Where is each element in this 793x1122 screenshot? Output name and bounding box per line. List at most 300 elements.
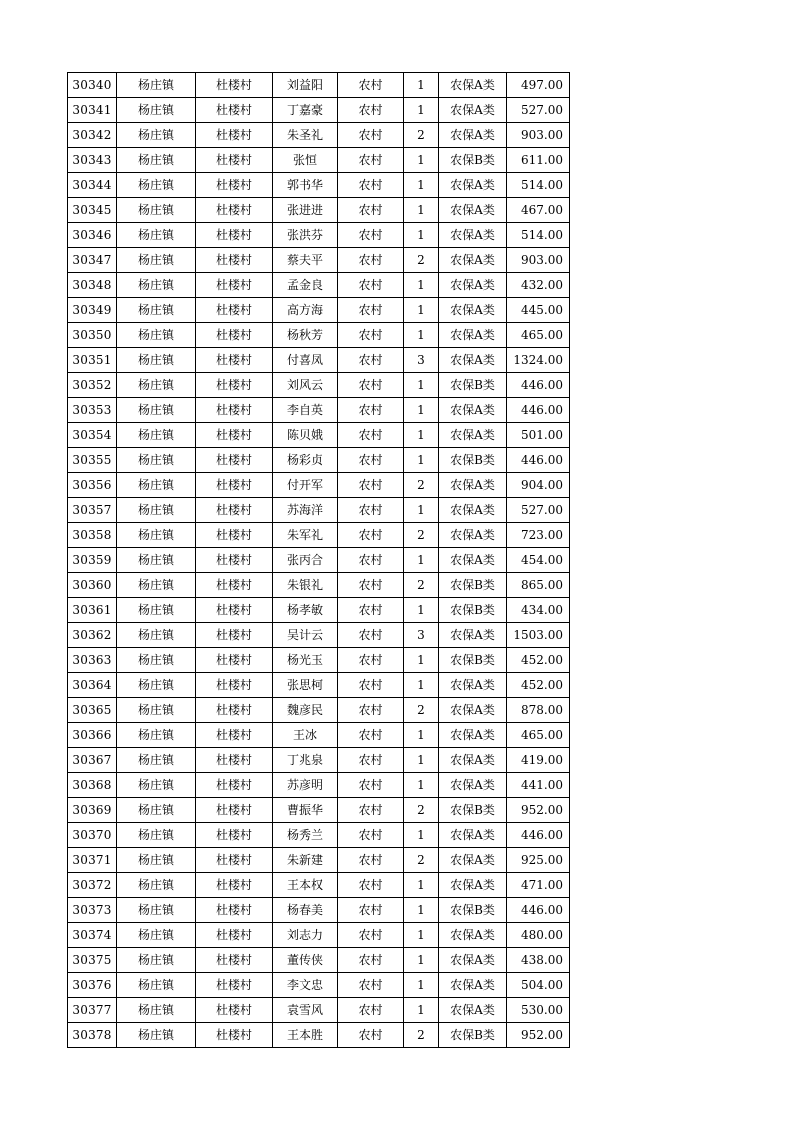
- cell-amount: 465.00: [507, 323, 570, 348]
- cell-town: 杨庄镇: [117, 348, 196, 373]
- cell-person-count: 1: [404, 373, 439, 398]
- cell-insurance-category: 农保A类: [439, 73, 507, 98]
- table-row: [68, 823, 570, 848]
- cell-name: 王冰: [273, 723, 338, 748]
- table-row: [68, 798, 570, 823]
- cell-household-type: 农村: [338, 948, 404, 973]
- cell-record-id: 30372: [68, 873, 117, 898]
- cell-household-type: 农村: [338, 373, 404, 398]
- cell-name: 张洪芬: [273, 223, 338, 248]
- cell-amount: 446.00: [507, 823, 570, 848]
- cell-amount: 1503.00: [507, 623, 570, 648]
- table-row: [68, 923, 570, 948]
- cell-insurance-category: 农保A类: [439, 173, 507, 198]
- cell-name: 孟金良: [273, 273, 338, 298]
- cell-household-type: 农村: [338, 848, 404, 873]
- cell-household-type: 农村: [338, 423, 404, 448]
- cell-record-id: 30343: [68, 148, 117, 173]
- cell-person-count: 2: [404, 848, 439, 873]
- cell-amount: 527.00: [507, 498, 570, 523]
- cell-record-id: 30340: [68, 73, 117, 98]
- cell-town: 杨庄镇: [117, 998, 196, 1023]
- cell-person-count: 1: [404, 448, 439, 473]
- cell-household-type: 农村: [338, 773, 404, 798]
- cell-person-count: 2: [404, 573, 439, 598]
- cell-record-id: 30359: [68, 548, 117, 573]
- cell-household-type: 农村: [338, 573, 404, 598]
- cell-name: 李文忠: [273, 973, 338, 998]
- cell-village: 杜楼村: [196, 98, 273, 123]
- table-row: [68, 273, 570, 298]
- cell-household-type: 农村: [338, 748, 404, 773]
- cell-town: 杨庄镇: [117, 1023, 196, 1048]
- cell-village: 杜楼村: [196, 723, 273, 748]
- cell-amount: 904.00: [507, 473, 570, 498]
- cell-amount: 497.00: [507, 73, 570, 98]
- cell-village: 杜楼村: [196, 873, 273, 898]
- cell-name: 杨秋芳: [273, 323, 338, 348]
- cell-village: 杜楼村: [196, 473, 273, 498]
- cell-household-type: 农村: [338, 673, 404, 698]
- cell-town: 杨庄镇: [117, 223, 196, 248]
- cell-person-count: 1: [404, 648, 439, 673]
- cell-household-type: 农村: [338, 798, 404, 823]
- table-row: [68, 598, 570, 623]
- table-row: [68, 423, 570, 448]
- cell-village: 杜楼村: [196, 348, 273, 373]
- table-row: [68, 73, 570, 98]
- cell-record-id: 30356: [68, 473, 117, 498]
- table-row: [68, 123, 570, 148]
- cell-town: 杨庄镇: [117, 598, 196, 623]
- table-row: [68, 748, 570, 773]
- cell-town: 杨庄镇: [117, 373, 196, 398]
- cell-record-id: 30376: [68, 973, 117, 998]
- cell-person-count: 1: [404, 548, 439, 573]
- cell-person-count: 3: [404, 348, 439, 373]
- cell-village: 杜楼村: [196, 698, 273, 723]
- cell-town: 杨庄镇: [117, 498, 196, 523]
- cell-village: 杜楼村: [196, 1023, 273, 1048]
- cell-person-count: 2: [404, 248, 439, 273]
- cell-name: 张进进: [273, 198, 338, 223]
- table-row: [68, 773, 570, 798]
- cell-household-type: 农村: [338, 173, 404, 198]
- table-row: [68, 648, 570, 673]
- cell-town: 杨庄镇: [117, 123, 196, 148]
- cell-name: 袁雪风: [273, 998, 338, 1023]
- cell-village: 杜楼村: [196, 648, 273, 673]
- cell-town: 杨庄镇: [117, 698, 196, 723]
- cell-amount: 501.00: [507, 423, 570, 448]
- cell-insurance-category: 农保A类: [439, 423, 507, 448]
- cell-person-count: 1: [404, 598, 439, 623]
- cell-name: 董传侠: [273, 948, 338, 973]
- cell-household-type: 农村: [338, 398, 404, 423]
- cell-village: 杜楼村: [196, 573, 273, 598]
- cell-town: 杨庄镇: [117, 923, 196, 948]
- cell-insurance-category: 农保B类: [439, 148, 507, 173]
- table-row: [68, 898, 570, 923]
- cell-person-count: 1: [404, 873, 439, 898]
- cell-household-type: 农村: [338, 473, 404, 498]
- cell-village: 杜楼村: [196, 198, 273, 223]
- cell-record-id: 30361: [68, 598, 117, 623]
- cell-record-id: 30371: [68, 848, 117, 873]
- cell-town: 杨庄镇: [117, 323, 196, 348]
- cell-record-id: 30365: [68, 698, 117, 723]
- cell-town: 杨庄镇: [117, 423, 196, 448]
- cell-village: 杜楼村: [196, 748, 273, 773]
- cell-amount: 446.00: [507, 398, 570, 423]
- cell-village: 杜楼村: [196, 373, 273, 398]
- cell-record-id: 30368: [68, 773, 117, 798]
- cell-village: 杜楼村: [196, 823, 273, 848]
- cell-insurance-category: 农保A类: [439, 223, 507, 248]
- cell-amount: 452.00: [507, 648, 570, 673]
- cell-household-type: 农村: [338, 73, 404, 98]
- cell-town: 杨庄镇: [117, 473, 196, 498]
- cell-record-id: 30360: [68, 573, 117, 598]
- cell-record-id: 30366: [68, 723, 117, 748]
- cell-record-id: 30370: [68, 823, 117, 848]
- cell-household-type: 农村: [338, 723, 404, 748]
- cell-insurance-category: 农保A类: [439, 623, 507, 648]
- cell-amount: 878.00: [507, 698, 570, 723]
- table-row: [68, 523, 570, 548]
- cell-person-count: 1: [404, 723, 439, 748]
- cell-person-count: 1: [404, 773, 439, 798]
- cell-household-type: 农村: [338, 1023, 404, 1048]
- cell-person-count: 1: [404, 148, 439, 173]
- cell-name: 苏海洋: [273, 498, 338, 523]
- cell-insurance-category: 农保A类: [439, 673, 507, 698]
- cell-insurance-category: 农保A类: [439, 548, 507, 573]
- cell-insurance-category: 农保A类: [439, 98, 507, 123]
- cell-insurance-category: 农保A类: [439, 123, 507, 148]
- cell-amount: 611.00: [507, 148, 570, 173]
- cell-household-type: 农村: [338, 923, 404, 948]
- cell-person-count: 1: [404, 898, 439, 923]
- cell-amount: 952.00: [507, 798, 570, 823]
- cell-person-count: 1: [404, 173, 439, 198]
- cell-household-type: 农村: [338, 873, 404, 898]
- cell-insurance-category: 农保B类: [439, 573, 507, 598]
- cell-village: 杜楼村: [196, 248, 273, 273]
- cell-person-count: 3: [404, 623, 439, 648]
- cell-person-count: 2: [404, 798, 439, 823]
- cell-record-id: 30355: [68, 448, 117, 473]
- cell-household-type: 农村: [338, 623, 404, 648]
- cell-insurance-category: 农保A类: [439, 848, 507, 873]
- cell-household-type: 农村: [338, 148, 404, 173]
- cell-amount: 446.00: [507, 373, 570, 398]
- cell-town: 杨庄镇: [117, 723, 196, 748]
- table-row: [68, 148, 570, 173]
- cell-town: 杨庄镇: [117, 948, 196, 973]
- cell-village: 杜楼村: [196, 673, 273, 698]
- table-row: [68, 548, 570, 573]
- table-row: [68, 1023, 570, 1048]
- cell-town: 杨庄镇: [117, 673, 196, 698]
- table-row: [68, 873, 570, 898]
- cell-town: 杨庄镇: [117, 573, 196, 598]
- table-row: [68, 198, 570, 223]
- table-row: [68, 698, 570, 723]
- cell-household-type: 农村: [338, 973, 404, 998]
- cell-household-type: 农村: [338, 898, 404, 923]
- cell-name: 杨光玉: [273, 648, 338, 673]
- cell-name: 张丙合: [273, 548, 338, 573]
- table-row: [68, 473, 570, 498]
- cell-name: 丁嘉豪: [273, 98, 338, 123]
- cell-name: 杨秀兰: [273, 823, 338, 848]
- cell-village: 杜楼村: [196, 773, 273, 798]
- cell-name: 朱圣礼: [273, 123, 338, 148]
- cell-village: 杜楼村: [196, 548, 273, 573]
- cell-amount: 441.00: [507, 773, 570, 798]
- cell-household-type: 农村: [338, 598, 404, 623]
- cell-town: 杨庄镇: [117, 448, 196, 473]
- cell-insurance-category: 农保A类: [439, 873, 507, 898]
- cell-insurance-category: 农保A类: [439, 323, 507, 348]
- cell-insurance-category: 农保A类: [439, 823, 507, 848]
- cell-record-id: 30350: [68, 323, 117, 348]
- cell-village: 杜楼村: [196, 223, 273, 248]
- cell-person-count: 1: [404, 823, 439, 848]
- cell-amount: 454.00: [507, 548, 570, 573]
- cell-town: 杨庄镇: [117, 548, 196, 573]
- cell-record-id: 30375: [68, 948, 117, 973]
- cell-insurance-category: 农保B类: [439, 373, 507, 398]
- table-row: [68, 498, 570, 523]
- cell-name: 付开军: [273, 473, 338, 498]
- cell-amount: 446.00: [507, 898, 570, 923]
- cell-name: 王本胜: [273, 1023, 338, 1048]
- cell-person-count: 1: [404, 673, 439, 698]
- cell-amount: 514.00: [507, 173, 570, 198]
- cell-town: 杨庄镇: [117, 398, 196, 423]
- cell-insurance-category: 农保A类: [439, 923, 507, 948]
- cell-amount: 467.00: [507, 198, 570, 223]
- cell-insurance-category: 农保B类: [439, 648, 507, 673]
- cell-person-count: 2: [404, 1023, 439, 1048]
- cell-insurance-category: 农保A类: [439, 198, 507, 223]
- cell-amount: 952.00: [507, 1023, 570, 1048]
- cell-record-id: 30377: [68, 998, 117, 1023]
- cell-town: 杨庄镇: [117, 248, 196, 273]
- cell-person-count: 1: [404, 273, 439, 298]
- cell-insurance-category: 农保A类: [439, 698, 507, 723]
- table-row: [68, 98, 570, 123]
- cell-name: 朱军礼: [273, 523, 338, 548]
- cell-name: 付喜凤: [273, 348, 338, 373]
- table-row: [68, 298, 570, 323]
- cell-village: 杜楼村: [196, 148, 273, 173]
- cell-amount: 1324.00: [507, 348, 570, 373]
- cell-amount: 432.00: [507, 273, 570, 298]
- cell-amount: 514.00: [507, 223, 570, 248]
- cell-village: 杜楼村: [196, 398, 273, 423]
- cell-amount: 480.00: [507, 923, 570, 948]
- cell-household-type: 农村: [338, 248, 404, 273]
- cell-town: 杨庄镇: [117, 773, 196, 798]
- cell-insurance-category: 农保B类: [439, 448, 507, 473]
- cell-village: 杜楼村: [196, 948, 273, 973]
- cell-record-id: 30344: [68, 173, 117, 198]
- cell-person-count: 1: [404, 498, 439, 523]
- cell-town: 杨庄镇: [117, 198, 196, 223]
- cell-insurance-category: 农保A类: [439, 948, 507, 973]
- cell-household-type: 农村: [338, 348, 404, 373]
- cell-insurance-category: 农保A类: [439, 248, 507, 273]
- cell-amount: 723.00: [507, 523, 570, 548]
- cell-town: 杨庄镇: [117, 848, 196, 873]
- cell-name: 朱银礼: [273, 573, 338, 598]
- cell-amount: 903.00: [507, 248, 570, 273]
- cell-village: 杜楼村: [196, 848, 273, 873]
- cell-amount: 504.00: [507, 973, 570, 998]
- cell-record-id: 30348: [68, 273, 117, 298]
- cell-insurance-category: 农保A类: [439, 748, 507, 773]
- cell-town: 杨庄镇: [117, 748, 196, 773]
- cell-amount: 465.00: [507, 723, 570, 748]
- cell-insurance-category: 农保A类: [439, 723, 507, 748]
- cell-person-count: 1: [404, 923, 439, 948]
- cell-name: 杨彩贞: [273, 448, 338, 473]
- cell-amount: 419.00: [507, 748, 570, 773]
- cell-village: 杜楼村: [196, 623, 273, 648]
- cell-household-type: 农村: [338, 298, 404, 323]
- cell-name: 吴计云: [273, 623, 338, 648]
- cell-town: 杨庄镇: [117, 523, 196, 548]
- cell-name: 杨春美: [273, 898, 338, 923]
- cell-name: 高方海: [273, 298, 338, 323]
- cell-village: 杜楼村: [196, 523, 273, 548]
- table-row: [68, 848, 570, 873]
- cell-amount: 434.00: [507, 598, 570, 623]
- cell-village: 杜楼村: [196, 423, 273, 448]
- cell-household-type: 农村: [338, 273, 404, 298]
- cell-name: 刘益阳: [273, 73, 338, 98]
- cell-record-id: 30347: [68, 248, 117, 273]
- table-row: [68, 223, 570, 248]
- cell-record-id: 30373: [68, 898, 117, 923]
- table-row: [68, 948, 570, 973]
- cell-person-count: 1: [404, 973, 439, 998]
- cell-town: 杨庄镇: [117, 623, 196, 648]
- cell-name: 蔡夫平: [273, 248, 338, 273]
- cell-person-count: 1: [404, 398, 439, 423]
- cell-name: 郭书华: [273, 173, 338, 198]
- cell-amount: 446.00: [507, 448, 570, 473]
- cell-insurance-category: 农保A类: [439, 273, 507, 298]
- cell-record-id: 30364: [68, 673, 117, 698]
- cell-insurance-category: 农保B类: [439, 798, 507, 823]
- cell-town: 杨庄镇: [117, 973, 196, 998]
- cell-name: 苏彦明: [273, 773, 338, 798]
- cell-household-type: 农村: [338, 223, 404, 248]
- cell-name: 陈贝娥: [273, 423, 338, 448]
- cell-village: 杜楼村: [196, 798, 273, 823]
- cell-insurance-category: 农保A类: [439, 498, 507, 523]
- cell-household-type: 农村: [338, 98, 404, 123]
- cell-amount: 438.00: [507, 948, 570, 973]
- cell-town: 杨庄镇: [117, 98, 196, 123]
- cell-record-id: 30367: [68, 748, 117, 773]
- cell-village: 杜楼村: [196, 998, 273, 1023]
- cell-record-id: 30363: [68, 648, 117, 673]
- cell-amount: 925.00: [507, 848, 570, 873]
- table-row: [68, 723, 570, 748]
- cell-record-id: 30362: [68, 623, 117, 648]
- cell-household-type: 农村: [338, 123, 404, 148]
- cell-household-type: 农村: [338, 648, 404, 673]
- cell-household-type: 农村: [338, 323, 404, 348]
- cell-person-count: 1: [404, 73, 439, 98]
- cell-amount: 471.00: [507, 873, 570, 898]
- cell-town: 杨庄镇: [117, 173, 196, 198]
- cell-town: 杨庄镇: [117, 648, 196, 673]
- cell-record-id: 30374: [68, 923, 117, 948]
- cell-amount: 452.00: [507, 673, 570, 698]
- cell-record-id: 30358: [68, 523, 117, 548]
- cell-person-count: 1: [404, 423, 439, 448]
- cell-insurance-category: 农保A类: [439, 998, 507, 1023]
- cell-village: 杜楼村: [196, 898, 273, 923]
- cell-name: 李自英: [273, 398, 338, 423]
- cell-amount: 445.00: [507, 298, 570, 323]
- cell-household-type: 农村: [338, 698, 404, 723]
- cell-insurance-category: 农保B类: [439, 898, 507, 923]
- cell-person-count: 1: [404, 198, 439, 223]
- cell-village: 杜楼村: [196, 123, 273, 148]
- cell-household-type: 农村: [338, 198, 404, 223]
- cell-village: 杜楼村: [196, 923, 273, 948]
- cell-amount: 530.00: [507, 998, 570, 1023]
- cell-village: 杜楼村: [196, 973, 273, 998]
- cell-insurance-category: 农保A类: [439, 773, 507, 798]
- cell-amount: 527.00: [507, 98, 570, 123]
- cell-name: 王本权: [273, 873, 338, 898]
- cell-record-id: 30345: [68, 198, 117, 223]
- cell-insurance-category: 农保A类: [439, 298, 507, 323]
- cell-person-count: 1: [404, 948, 439, 973]
- cell-person-count: 2: [404, 473, 439, 498]
- cell-insurance-category: 农保A类: [439, 473, 507, 498]
- cell-name: 丁兆泉: [273, 748, 338, 773]
- table-row: [68, 373, 570, 398]
- cell-village: 杜楼村: [196, 598, 273, 623]
- cell-household-type: 农村: [338, 823, 404, 848]
- cell-record-id: 30349: [68, 298, 117, 323]
- table-row: [68, 973, 570, 998]
- cell-town: 杨庄镇: [117, 823, 196, 848]
- table-row: [68, 623, 570, 648]
- cell-name: 张恒: [273, 148, 338, 173]
- cell-town: 杨庄镇: [117, 73, 196, 98]
- cell-insurance-category: 农保B类: [439, 1023, 507, 1048]
- cell-village: 杜楼村: [196, 73, 273, 98]
- cell-insurance-category: 农保A类: [439, 973, 507, 998]
- cell-name: 张思柯: [273, 673, 338, 698]
- cell-person-count: 1: [404, 98, 439, 123]
- cell-village: 杜楼村: [196, 273, 273, 298]
- cell-town: 杨庄镇: [117, 298, 196, 323]
- table-row: [68, 173, 570, 198]
- cell-record-id: 30341: [68, 98, 117, 123]
- table-row: [68, 673, 570, 698]
